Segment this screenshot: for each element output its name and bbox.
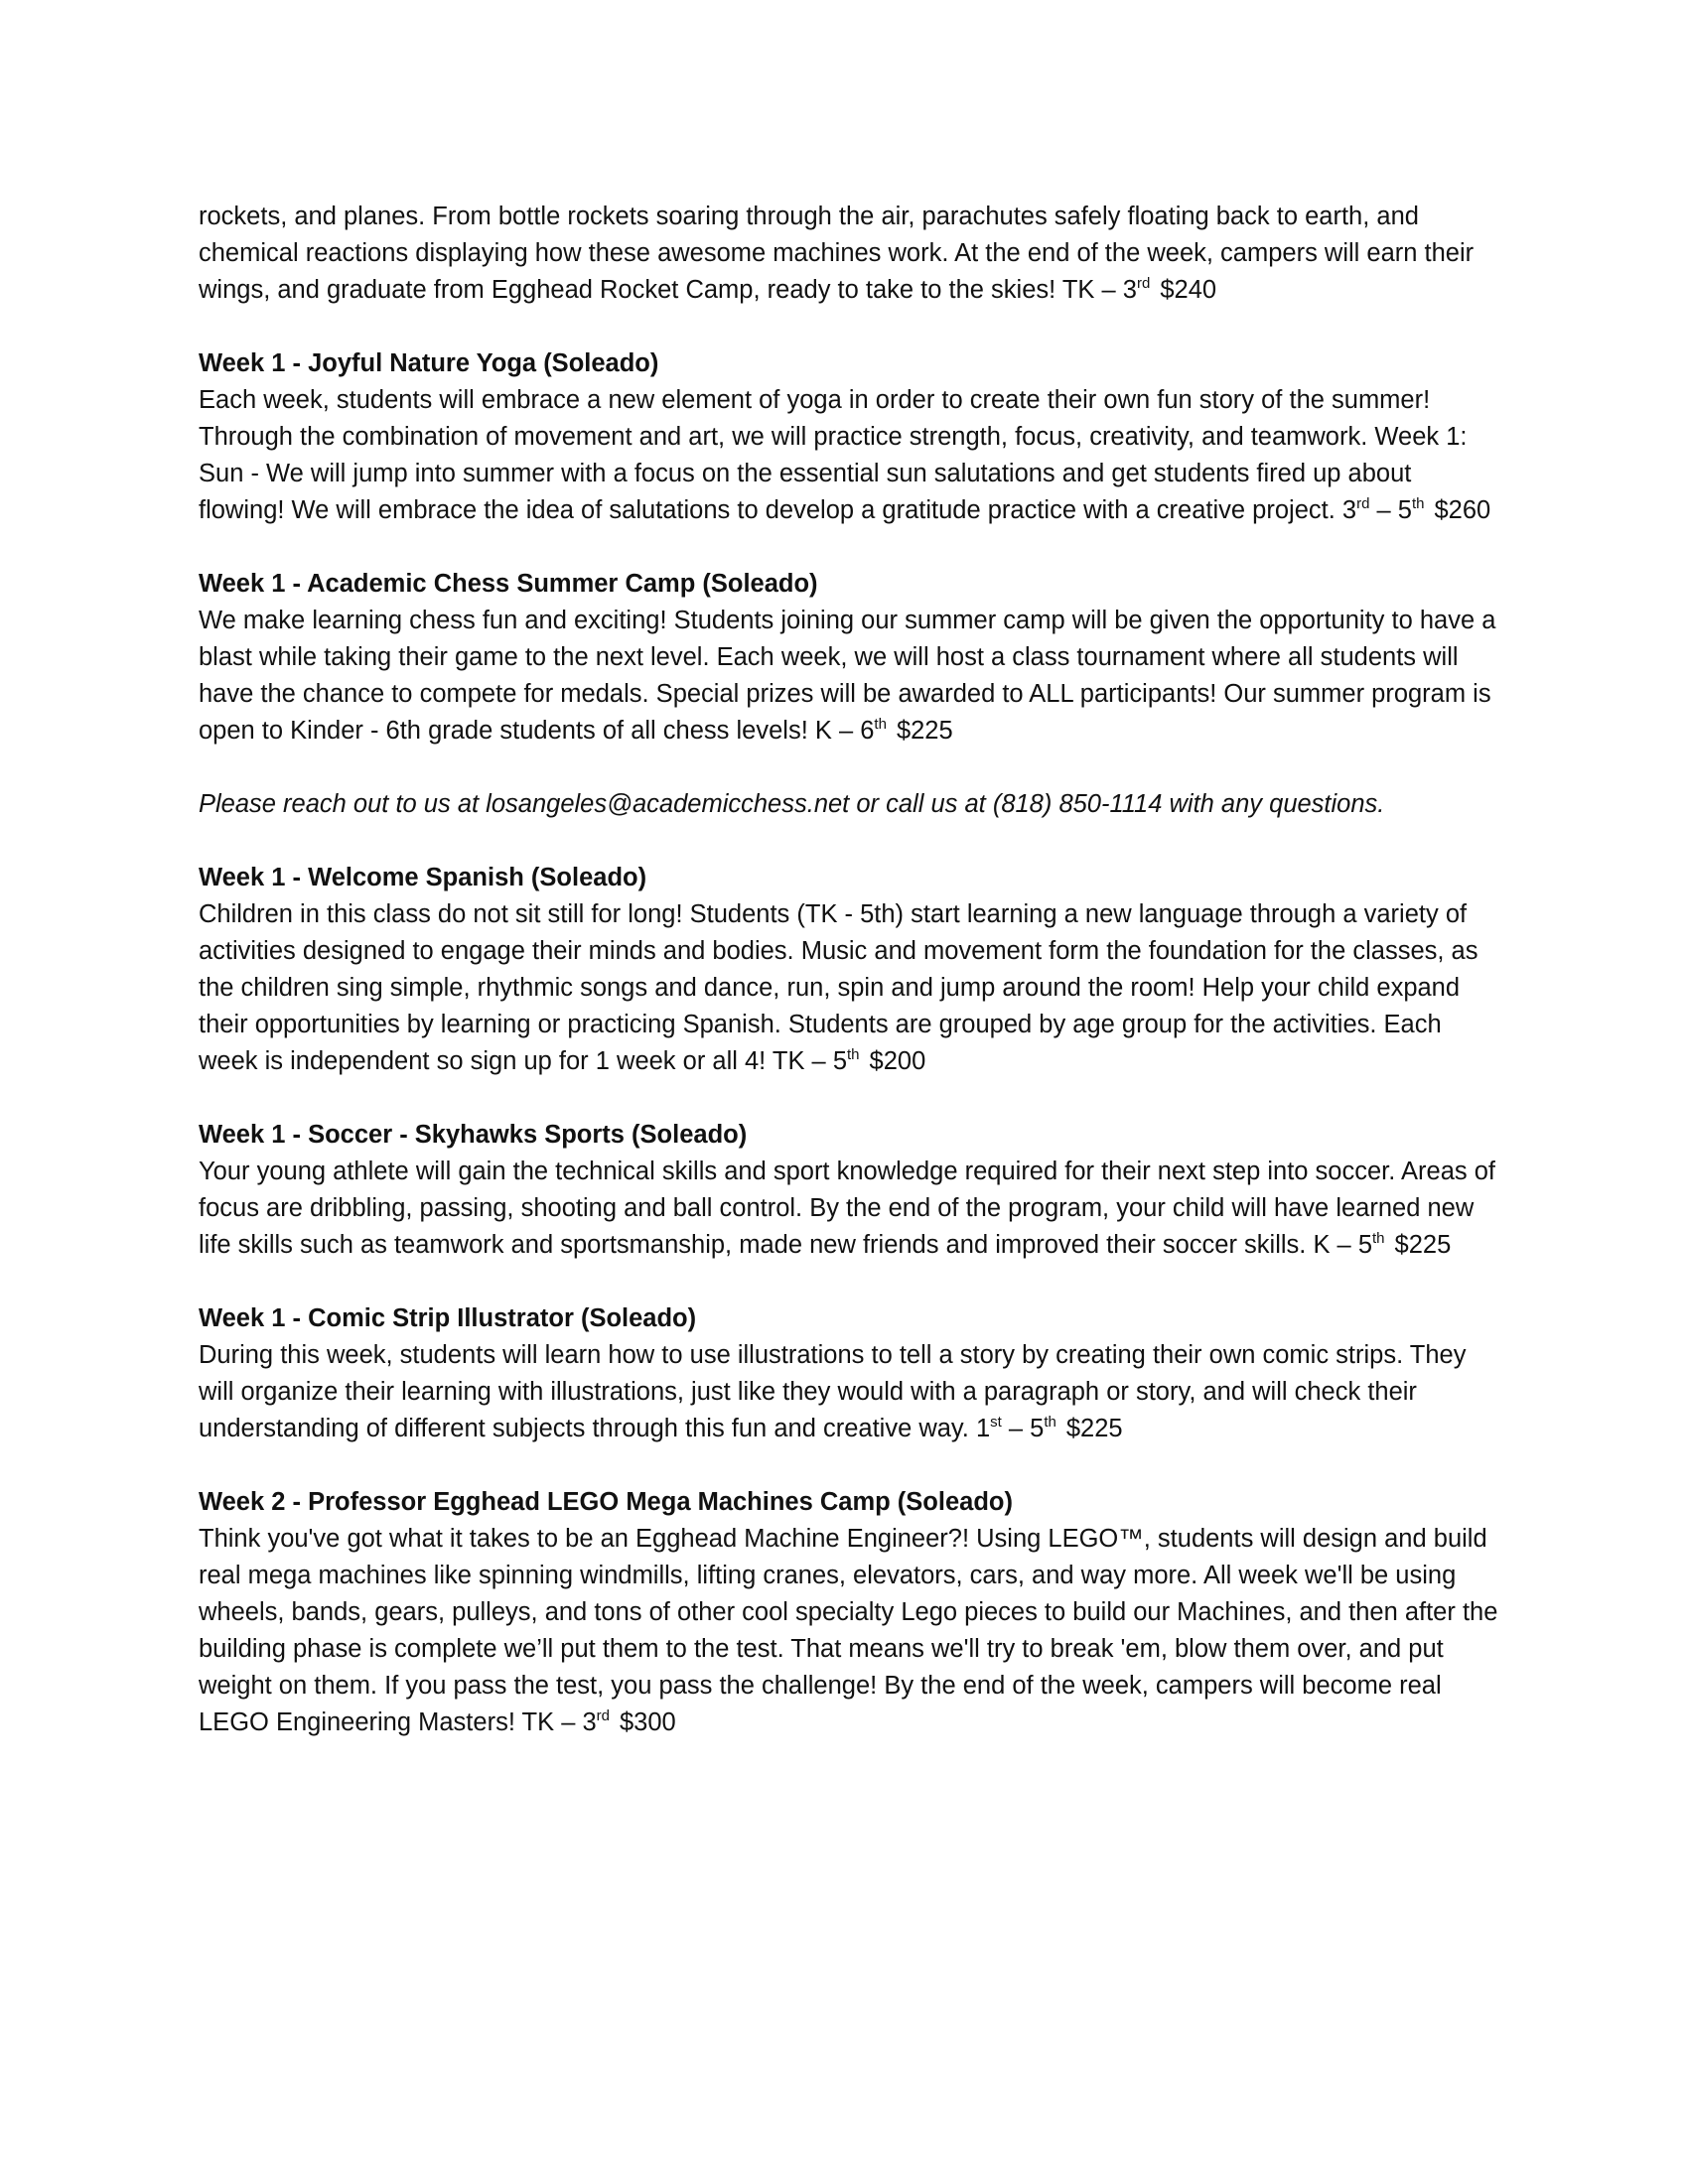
camp-description: Your young athlete will gain the technical skills and sport knowledge required for their next step into soccer. Areas of focus are dribbling, passing, shooting and ball control. By the end of the program, your child will have learned new life skills such as teamwork and sportsmanship, made new friends and improved their soccer skills. K – 5th $225 — [199, 1158, 1495, 1259]
grade-superscript: st — [990, 1414, 1002, 1431]
price: $240 — [1160, 276, 1217, 304]
grade-superscript: th — [847, 1046, 860, 1063]
price: $225 — [896, 717, 953, 745]
camp-description: We make learning chess fun and exciting! Students joining our summer camp will be given the opportunity to have a blast while taking their game to the next level. Each week, we will host a class tournament where all students will have the chance to compete for medals. Special prizes will be awarded to ALL participants! Our summer program is open to Kinder - 6th grade students of all chess levels! K – 6th $225 — [199, 607, 1496, 745]
camp-description: Think you've got what it takes to be an Egghead Machine Engineer?! Using LEGO™, students will design and build real mega machines like spinning windmills, lifting cranes, elevators, cars, and way more. All week we'll be using wheels, bands, gears, pulleys, and tons of other cool specialty Lego pieces to build our Machines, and then after the building phase is complete we’ll put them to the test. That means we'll try to break 'em, blow them over, and put weight on them. If you pass the test, you pass the challenge! By the end of the week, campers will become real LEGO Engineering Masters! TK – 3rd $300 — [199, 1525, 1498, 1736]
camp-description: Each week, students will embrace a new element of yoga in order to create their own fun story of the summer! Through the combination of movement and art, we will practice strength, focus, creativity, and teamwork. Week 1: Sun - We will jump into summer with a focus on the essential sun salutations and get students fired up about flowing! We will embrace the idea of salutations to develop a gratitude practice with a creative project. 3rd – 5th $260 — [199, 386, 1491, 524]
grade-superscript: rd — [1356, 495, 1370, 512]
camp-description: Children in this class do not sit still for long! Students (TK - 5th) start learning a new language through a variety of activities designed to engage their minds and bodies. Music and movement form the foundation for the classes, as the children sing simple, rhythmic songs and dance, run, spin and jump around the room! Help your child expand their opportunities by learning or practicing Spanish. Students are grouped by age group for the activities. Each week is independent so sign up for 1 week or all 4! TK – 5th $200 — [199, 900, 1478, 1075]
document-page — [199, 199, 1499, 1778]
grade-superscript: th — [1411, 495, 1425, 512]
grade-superscript: th — [1372, 1230, 1385, 1247]
camp-soccer — [199, 1117, 1499, 1264]
camp-spanish — [199, 860, 1499, 1080]
price: $200 — [869, 1047, 926, 1075]
chess-contact-note: Please reach out to us at losangeles@academicchess.net or call us at (818) 850-1114 with any questions. — [199, 790, 1385, 818]
price: $260 — [1434, 496, 1491, 524]
grade-superscript: rd — [1136, 275, 1151, 292]
grade-superscript: rd — [596, 1707, 610, 1724]
grade-superscript: th — [1044, 1414, 1056, 1431]
camp-title: Week 1 - Joyful Nature Yoga (Soleado) — [199, 349, 659, 377]
camp-comic-strip — [199, 1300, 1499, 1447]
camp-title: Week 1 - Comic Strip Illustrator (Soleado) — [199, 1304, 697, 1332]
camp-yoga — [199, 345, 1499, 529]
price: $300 — [620, 1708, 676, 1736]
price: $225 — [1394, 1231, 1452, 1259]
camp-description: During this week, students will learn how to use illustrations to tell a story by creating their own comic strips. They will organize their learning with illustrations, just like they would with a paragraph or story, and will check their understanding of different subjects through this fun and creative way. 1st – 5th $225 — [199, 1341, 1467, 1442]
camp-title: Week 2 - Professor Egghead LEGO Mega Machines Camp (Soleado) — [199, 1488, 1013, 1516]
camp-title: Week 1 - Soccer - Skyhawks Sports (Soleado) — [199, 1121, 748, 1149]
grade-superscript: th — [874, 716, 887, 733]
camp-lego — [199, 1484, 1499, 1741]
camp-title: Week 1 - Welcome Spanish (Soleado) — [199, 864, 647, 891]
price: $225 — [1065, 1415, 1123, 1442]
camp-chess — [199, 566, 1499, 750]
camp-title: Week 1 - Academic Chess Summer Camp (Soleado) — [199, 570, 818, 598]
intro-paragraph: rockets, and planes. From bottle rockets soaring through the air, parachutes safely floating back to earth, and chemical reactions displaying how these awesome machines work. At the end of the week, campers will earn their wings, and graduate from Egghead Rocket Camp, ready to take to the skies! TK – 3rd $240 — [199, 203, 1475, 304]
